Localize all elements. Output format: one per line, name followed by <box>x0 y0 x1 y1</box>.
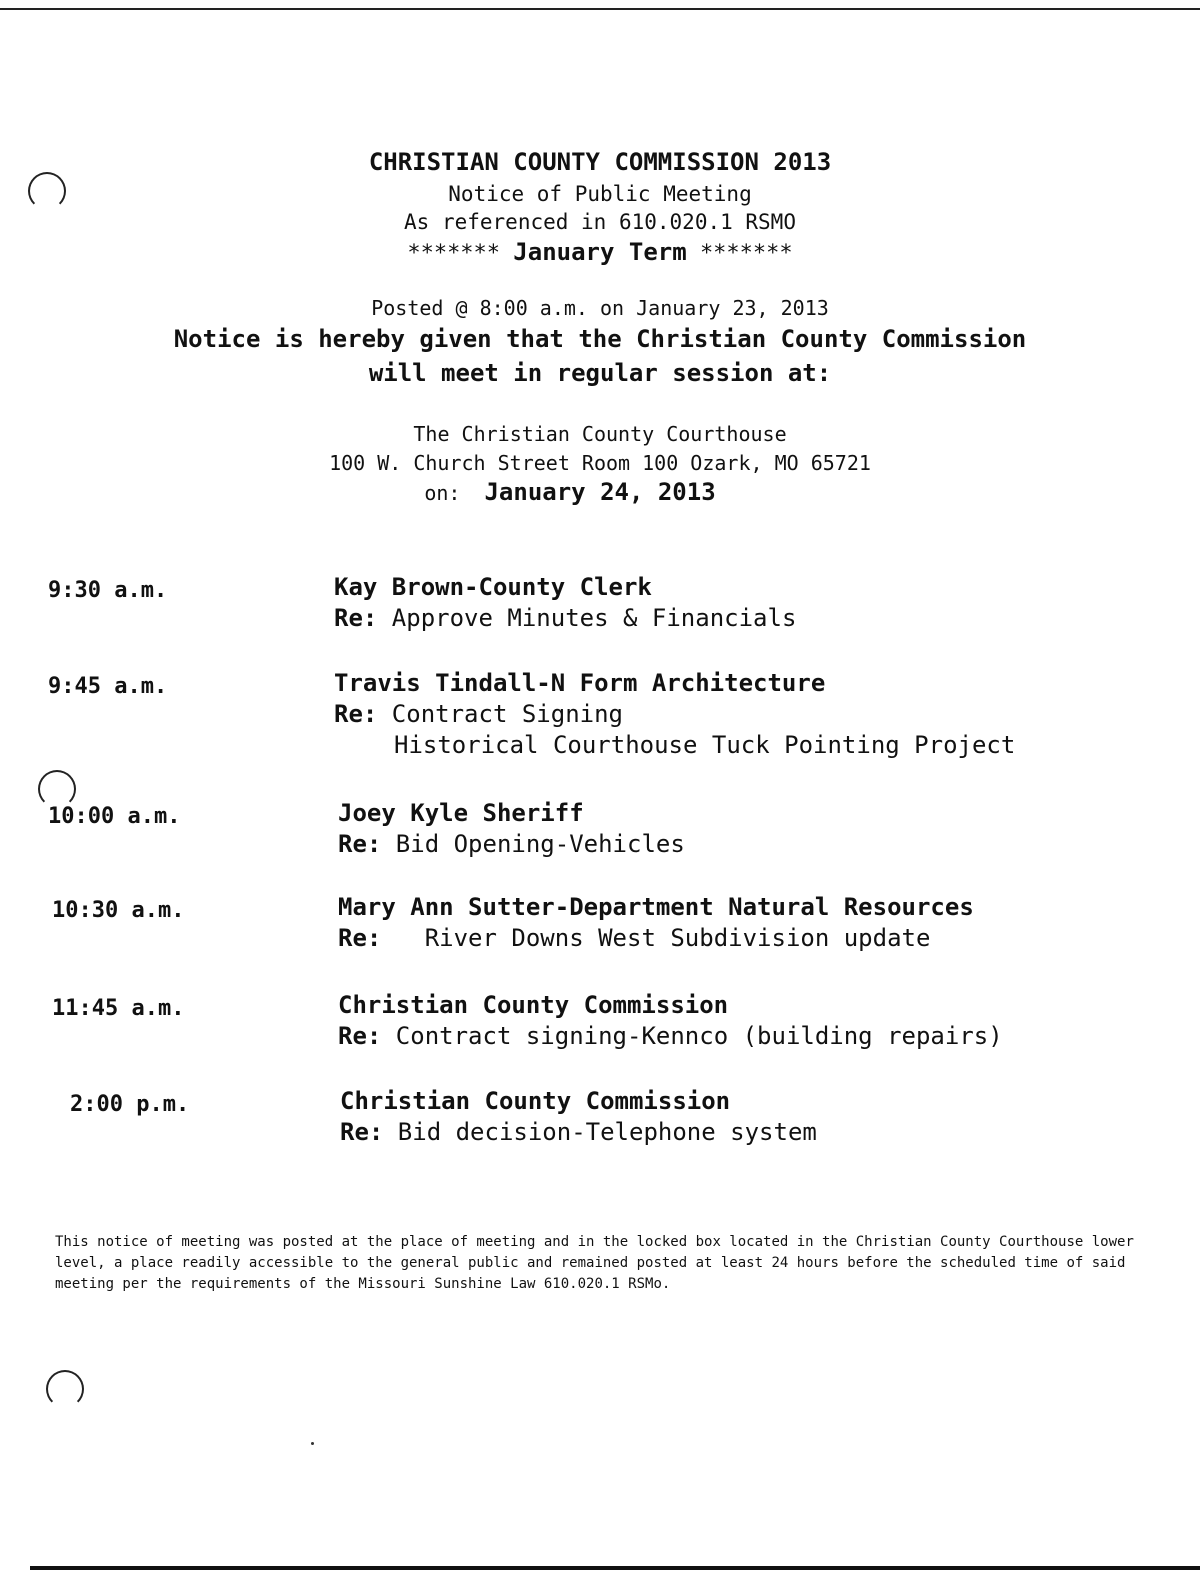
agenda-re-label: Re: <box>340 1118 384 1146</box>
agenda-time: 9:30 a.m. <box>48 578 168 603</box>
agenda-re-label: Re: <box>338 830 382 858</box>
agenda-subject-detail: Historical Courthouse Tuck Pointing Project <box>394 731 1016 759</box>
agenda-presenter: Joey Kyle Sheriff <box>338 799 584 827</box>
location-building: The Christian County Courthouse <box>413 422 787 446</box>
term-stars-left: ******* <box>407 241 501 266</box>
agenda-details <box>338 798 1098 860</box>
agenda-subject <box>338 1021 1098 1052</box>
agenda-subject <box>334 603 1094 634</box>
agenda-time: 2:00 p.m. <box>70 1092 190 1117</box>
term-name: January Term <box>513 238 687 266</box>
top-rule <box>0 8 1200 10</box>
meeting-date: January 24, 2013 <box>484 478 716 506</box>
posting-certification-note: This notice of meeting was posted at the place of meeting and in the locked box located in the Christian County Courthouse lower level, a place readily accessible to the general public and remained posted at least 24 hours before the scheduled time of said meeting per the requirements of the Missouri Sunshine Law 610.020.1 RSMo. <box>55 1234 1134 1292</box>
agenda-details <box>334 572 1094 634</box>
agenda-re-text: River Downs West Subdivision update <box>381 924 931 952</box>
agenda-presenter: Travis Tindall-N Form Architecture <box>334 669 826 697</box>
location-address: 100 W. Church Street Room 100 Ozark, MO 65721 <box>329 451 871 475</box>
agenda-presenter: Christian County Commission <box>340 1087 731 1115</box>
posted-line: Posted @ 8:00 a.m. on January 23, 2013 <box>371 296 829 320</box>
agenda-re-text: Bid Opening-Vehicles <box>381 830 685 858</box>
agenda-subject <box>340 1117 1100 1148</box>
agenda-time: 11:45 a.m. <box>52 996 185 1021</box>
agenda-details <box>340 1086 1100 1148</box>
document-header <box>0 148 1200 268</box>
agenda-re-label: Re: <box>334 604 378 632</box>
agenda-presenter: Kay Brown-County Clerk <box>334 573 652 601</box>
notice-statement <box>0 322 1200 390</box>
agenda-time: 10:00 a.m. <box>48 804 181 829</box>
agenda-re-label: Re: <box>334 700 378 728</box>
bottom-rule <box>30 1566 1200 1570</box>
agenda-details <box>338 892 1098 954</box>
agenda-time: 9:45 a.m. <box>48 674 168 699</box>
term-stars-right: ******* <box>699 241 793 266</box>
meeting-date-line <box>0 478 1200 508</box>
agenda-subject <box>338 923 1098 954</box>
meeting-date-label: on: <box>424 481 461 505</box>
agenda-presenter: Christian County Commission <box>338 991 729 1019</box>
agenda-re-text: Approve Minutes & Financials <box>377 604 797 632</box>
agenda-re-label: Re: <box>338 924 382 952</box>
agenda-re-text: Contract signing-Kennco (building repairs) <box>381 1022 1003 1050</box>
agenda-presenter: Mary Ann Sutter-Department Natural Resources <box>338 893 974 921</box>
agenda-time: 10:30 a.m. <box>52 898 185 923</box>
punch-hole-middle <box>38 770 76 808</box>
document-title: CHRISTIAN COUNTY COMMISSION 2013 <box>368 148 832 176</box>
agenda-details <box>334 668 1094 761</box>
agenda-details <box>338 990 1098 1052</box>
agenda-subject <box>338 829 1098 860</box>
notice-line-2: will meet in regular session at: <box>368 359 832 387</box>
term-line <box>0 238 1200 268</box>
stray-mark <box>311 1442 314 1445</box>
statute-reference: As referenced in 610.020.1 RSMO <box>404 210 796 234</box>
agenda-re-text: Contract Signing <box>377 700 623 728</box>
agenda-re-text: Bid decision-Telephone system <box>383 1118 817 1146</box>
meeting-location <box>0 420 1200 508</box>
agenda-re-label: Re: <box>338 1022 382 1050</box>
notice-line-1: Notice is hereby given that the Christian County Commission <box>173 325 1027 353</box>
document-subtitle: Notice of Public Meeting <box>448 182 752 206</box>
agenda-subject <box>334 699 1094 730</box>
punch-hole-bottom <box>46 1370 84 1408</box>
